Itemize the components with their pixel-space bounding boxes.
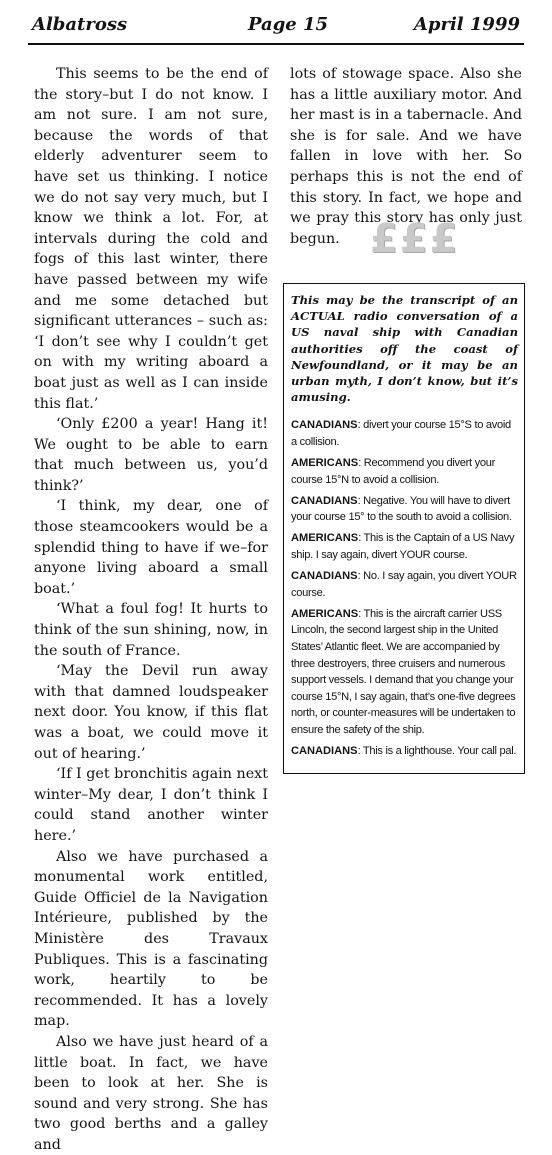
message: : Recommend you divert your course 15°N to avoid a collision.: [291, 457, 495, 486]
message: : This is the aircraft carrier USS Lincoln, the second largest ship in the United States’ Atlantic fleet. We are accompanied by three destroyers, three cruisers and numerous support vessels. I demand that you change your course 15°N, I say again, that’s one-five degrees north, or counter-measures will be undertaken to ensure the safety of the ship.: [291, 607, 516, 737]
exchange-line: [291, 743, 518, 760]
page-number: Page 15: [248, 14, 329, 35]
exchange-line: [291, 455, 518, 488]
message: : No. I say again, you divert YOUR course.: [291, 570, 517, 599]
exchange-line: [291, 417, 518, 450]
speaker: CANADIANS: [291, 570, 358, 583]
paragraph: lots of stowage space. Also she has a little auxiliary motor. And her mast is in a tabernacle. And she is for sale. And we have fallen in love with her. So perhaps this is not the end of this story. In fact, we hope and we pray this story has only just begun.: [290, 66, 522, 247]
publication-title: Albatross: [32, 14, 128, 35]
speaker: CANADIANS: [291, 419, 358, 432]
exchange-line: [291, 568, 518, 601]
message: : divert your course 15°S to avoid a collision.: [291, 419, 511, 449]
issue-date: April 1999: [413, 14, 520, 35]
speaker: AMERICANS: [291, 532, 359, 545]
left-column: [34, 64, 268, 1155]
paragraph: This seems to be the end of the story–but I do not know. I am not sure. I am not sure, because the words of that elderly adventurer seem to have set us thinking. I notice we do not say very much, but I know we think a lot. For, at intervals during the cold and fogs of this last winter, there have passed between my wife and me some detached but significant utterances – such as: ‘I don’t see why I couldn’t get on with my writing aboard a boat just as well as I can inside this flat.’: [34, 66, 268, 412]
exchange-line: [291, 606, 518, 739]
header-rule: [28, 43, 524, 45]
exchange-line: [291, 493, 518, 526]
pound-signs-separator: £££: [370, 216, 460, 262]
radio-transcript-box: [283, 283, 525, 774]
speaker: AMERICANS: [291, 607, 359, 620]
paragraph: Also we have purchased a monumental work entitled, Guide Officiel de la Navigation Intérieure, published by the Ministère des Travaux Publiques. This is a fascinating work, heartily to be recommended. It has a lovely map.: [34, 848, 268, 1030]
message: : Negative. You will have to divert your course 15° to the south to avoid a collision.: [291, 494, 512, 524]
paragraph: Also we have just heard of a little boat. In fact, we have been to look at her. She is sound and very strong. She has two good berths and a galley and: [34, 1033, 268, 1153]
page-header: [0, 0, 552, 40]
exchange-line: [291, 530, 518, 563]
speaker: AMERICANS: [291, 457, 359, 470]
paragraph: ‘Only £200 a year! Hang it! We ought to be able to earn that much between us, you’d think?’: [34, 416, 268, 494]
message: : This is a lighthouse. Your call pal.: [357, 745, 517, 758]
paragraph: ‘If I get bronchitis again next winter–My dear, I don’t think I could stand another winter here.’: [34, 766, 268, 844]
paragraph: ‘I think, my dear, one of those steamcookers would be a splendid thing to have if we–for anyone living aboard a small boat.’: [34, 498, 268, 597]
message: : This is the Captain of a US Navy ship. I say again, divert YOUR course.: [291, 532, 515, 562]
paragraph: ‘May the Devil run away with that damned loudspeaker next door. You know, if this flat was a boat, we could move it out of hearing.’: [34, 663, 268, 762]
box-intro: This may be the transcript of an ACTUAL radio conversation of a US naval ship with Canadian authorities off the coast of Newfoundland, or it may be an urban myth, I don’t know, but it’s amusing.: [291, 293, 518, 405]
speaker: CANADIANS: [291, 745, 358, 758]
paragraph: ‘What a foul fog! It hurts to think of the sun shining, now, in the south of France.: [34, 601, 268, 659]
speaker: CANADIANS: [291, 494, 358, 507]
